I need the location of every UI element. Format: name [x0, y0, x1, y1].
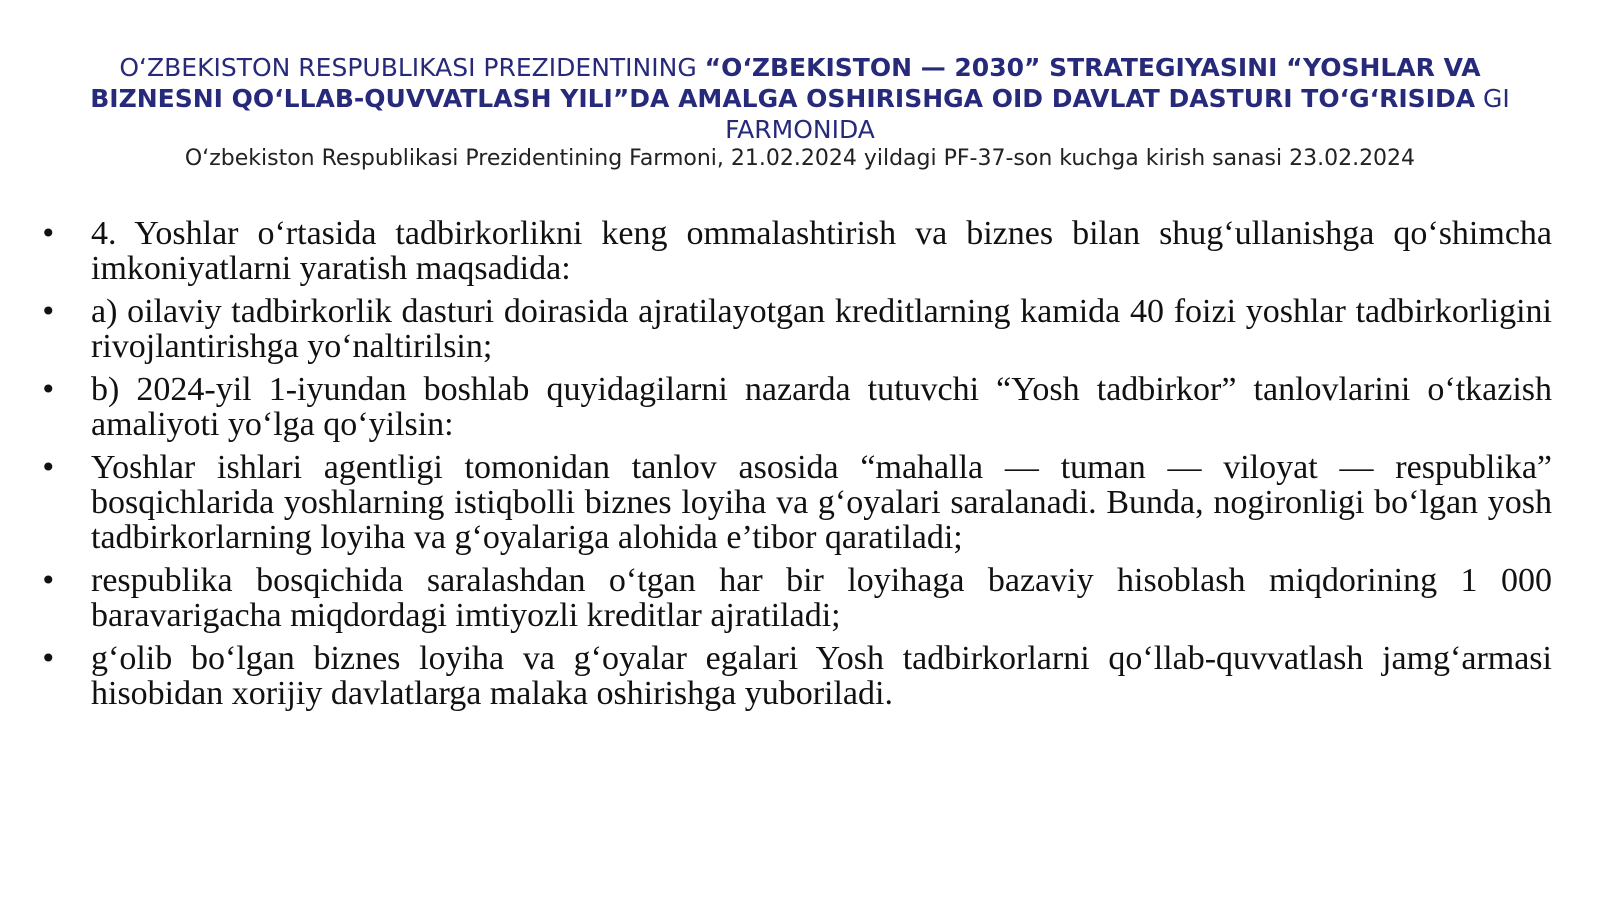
title-prefix: O‘ZBEKISTON RESPUBLIKASI PREZIDENTINING [119, 53, 705, 82]
list-item [40, 372, 1552, 442]
document-title [80, 52, 1520, 145]
list-item [40, 216, 1552, 286]
decree-reference: O‘zbekiston Respublikasi Prezidentining Farmoni, 21.02.2024 yildagi PF-37-son kuchga kirish sanasi 23.02.2024 [184, 146, 1416, 171]
list-item-text: b) 2024-yil 1-iyundan boshlab quyidagilarni nazarda tutuvchi “Yosh tadbirkor” tanlovlarini o‘tkazish amaliyoti yo‘lga qo‘yilsin: [91, 371, 1552, 443]
bullet-icon: • [40, 217, 57, 250]
list-item-text: g‘olib bo‘lgan biznes loyiha va g‘oyalar egalari Yosh tadbirkorlarni qo‘llab-quvvatlash jamg‘armasi hisobidan xorijiy davlatlarga malaka oshirishga yuboriladi. [91, 640, 1552, 712]
bullet-list [40, 216, 1552, 719]
list-item-text: 4. Yoshlar o‘rtasida tadbirkorlikni keng ommalashtirish va biznes bilan shug‘ullanishga qo‘shimcha imkoniyatlarni yaratish maqsadida: [91, 215, 1552, 287]
bullet-icon: • [40, 295, 57, 328]
list-item [40, 294, 1552, 364]
list-item [40, 641, 1552, 711]
list-item-text: a) oilaviy tadbirkorlik dasturi doirasida ajratilayotgan kreditlarning kamida 40 foizi yoshlar tadbirkorligini rivojlantirishga yo‘naltirilsin; [91, 293, 1552, 365]
bullet-icon: • [40, 373, 57, 406]
bullet-icon: • [40, 451, 57, 484]
title-suffix: GI FARMONIDA [725, 84, 1510, 144]
list-item-text: Yoshlar ishlari agentligi tomonidan tanlov asosida “mahalla — tuman — viloyat — respublika” bosqichlarida yoshlarning istiqbolli biznes loyiha va g‘oyalari saralanadi. Bunda, nogironligi bo‘lgan yosh tadbirkorlarning loyiha va g‘oyalariga alohida e’tibor qaratiladi; [91, 449, 1552, 556]
title-emphasis: “O‘ZBEKISTON — 2030” STRATEGIYASINI “YOSHLAR VA BIZNESNI QO‘LLAB-QUVVATLASH YILI”DA AMALGA OSHIRISHGA OID DAVLAT DASTURI TO‘G‘RISIDA [90, 53, 1481, 113]
bullet-icon: • [40, 642, 57, 675]
list-item [40, 563, 1552, 633]
list-item [40, 450, 1552, 555]
list-item-text: respublika bosqichida saralashdan o‘tgan har bir loyihaga bazaviy hisoblash miqdorining 1 000 baravarigacha miqdordagi imtiyozli kreditlar ajratiladi; [91, 562, 1552, 634]
bullet-icon: • [40, 564, 57, 597]
